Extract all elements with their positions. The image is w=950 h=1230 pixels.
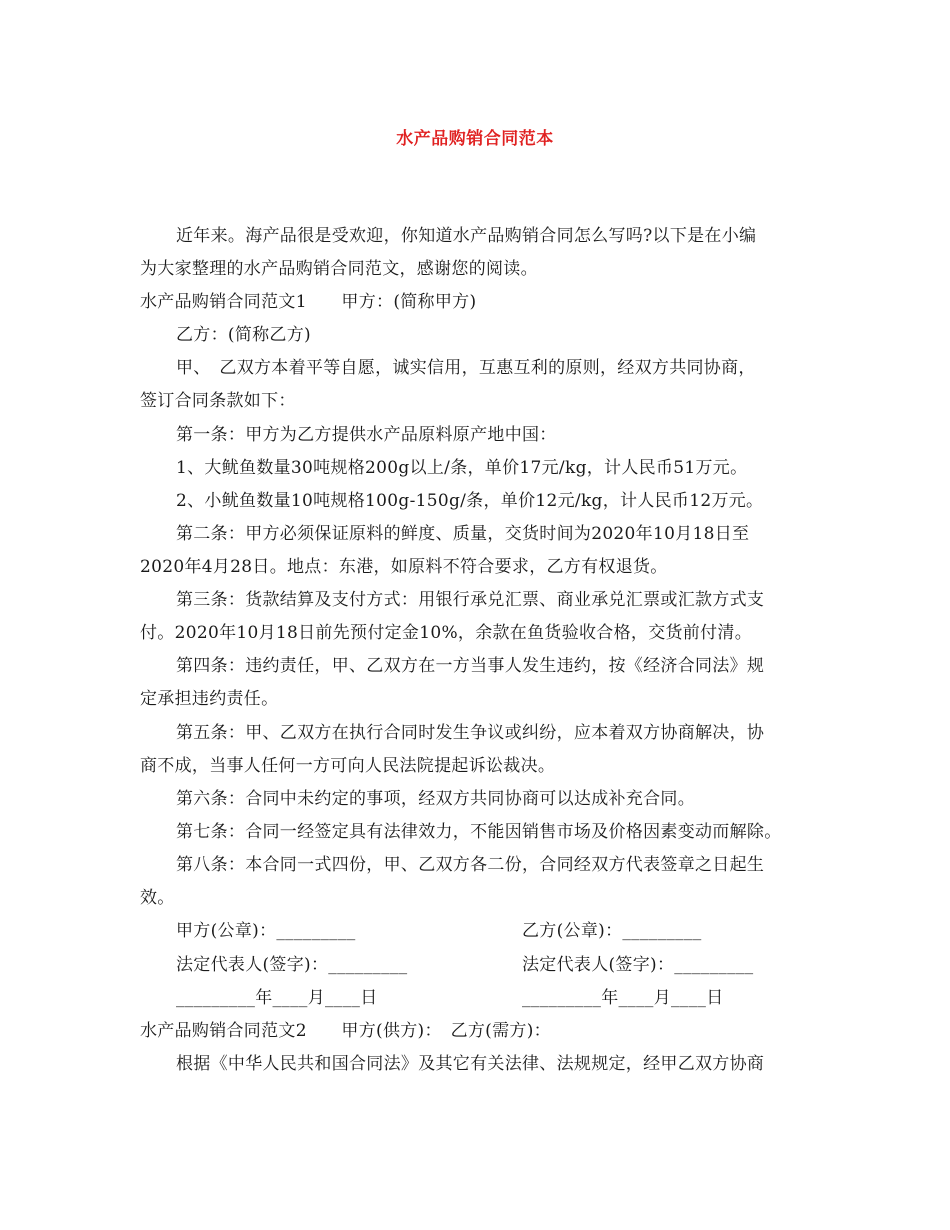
section-heading: 水产品购销合同范文1 甲方：(简称甲方)	[140, 292, 477, 312]
clause-line: 第六条：合同中未约定的事项，经双方共同协商可以达成补充合同。	[176, 789, 695, 809]
clause-line: 定承担违约责任。	[140, 689, 279, 709]
clause-line: 第四条：违约责任，甲、乙双方在一方当事人发生违约，按《经济合同法》规	[176, 656, 765, 676]
clause-line: 第八条：本合同一式四份，甲、乙双方各二份，合同经双方代表签章之日起生	[176, 855, 765, 875]
party-a-rep-field: 法定代表人(签字)：_________	[176, 955, 408, 975]
clause-line: 2020年4月28日。地点：东港，如原料不符合要求，乙方有权退货。	[140, 557, 668, 577]
paragraph-line: 乙方：(简称乙方)	[176, 325, 311, 345]
paragraph-line: 为大家整理的水产品购销合同范文，感谢您的阅读。	[140, 259, 538, 279]
clause-line: 第一条：甲方为乙方提供水产品原料原产地中国：	[176, 425, 557, 445]
party-a-date-field: _________年____月____日	[176, 988, 378, 1008]
paragraph-line: 近年来。海产品很是受欢迎，你知道水产品购销合同怎么写吗?以下是在小编	[176, 226, 757, 246]
clause-line: 商不成，当事人任何一方可向人民法院提起诉讼裁决。	[140, 756, 556, 776]
clause-line: 2、小鱿鱼数量10吨规格100g-150g/条，单价12元/kg，计人民币12万元。	[176, 491, 764, 511]
clause-line: 效。	[140, 888, 175, 908]
paragraph-line: 签订合同条款如下：	[140, 391, 296, 411]
paragraph-line: 根据《中华人民共和国合同法》及其它有关法律、法规规定，经甲乙双方协商	[176, 1054, 765, 1074]
clause-line: 第三条：货款结算及支付方式：用银行承兑汇票、商业承兑汇票或汇款方式支	[176, 590, 765, 610]
clause-line: 1、大鱿鱼数量30吨规格200g以上/条，单价17元/kg，计人民币51万元。	[176, 458, 748, 478]
clause-line: 付。2020年10月18日前先预付定金10%，余款在鱼货验收合格，交货前付清。	[140, 623, 753, 643]
clause-line: 第七条：合同一经签定具有法律效力，不能因销售市场及价格因素变动而解除。	[176, 822, 782, 842]
party-b-date-field: _________年____月____日	[522, 988, 724, 1008]
party-b-seal-field: 乙方(公章)：_________	[522, 921, 702, 941]
section-heading: 水产品购销合同范文2 甲方(供方)： 乙方(需方)：	[140, 1021, 551, 1041]
document-title: 水产品购销合同范本	[396, 129, 554, 149]
clause-line: 第二条：甲方必须保证原料的鲜度、质量，交货时间为2020年10月18日至	[176, 524, 750, 544]
party-b-rep-field: 法定代表人(签字)：_________	[522, 955, 754, 975]
party-a-seal-field: 甲方(公章)：_________	[176, 921, 356, 941]
clause-line: 第五条：甲、乙双方在执行合同时发生争议或纠纷，应本着双方协商解决，协	[176, 723, 765, 743]
paragraph-line: 甲、 乙双方本着平等自愿，诚实信用，互惠互利的原则，经双方共同协商，	[176, 358, 756, 378]
